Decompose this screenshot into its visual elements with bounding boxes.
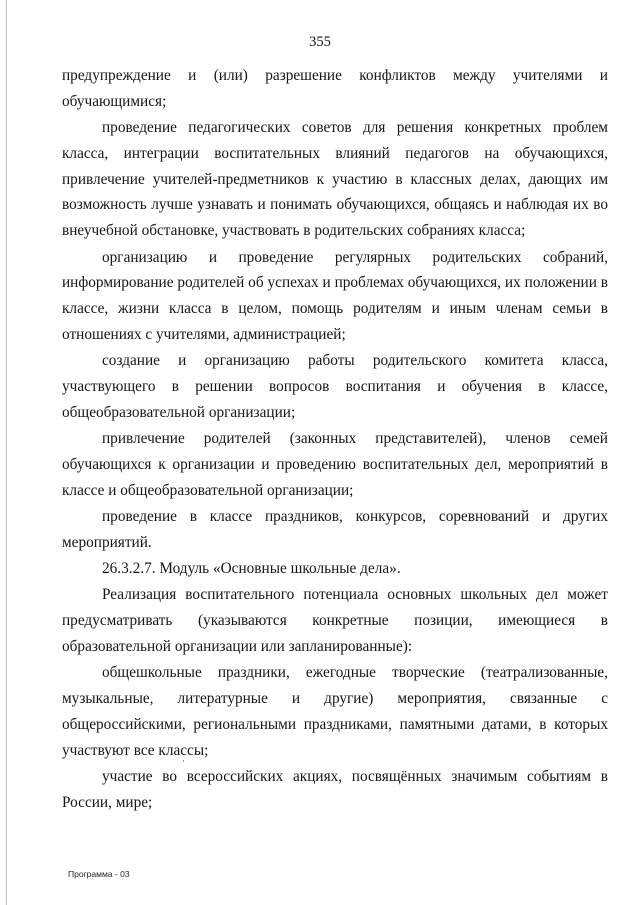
paragraph-2: проведение педагогических советов для решения конкретных проблем класса, интеграции воспитательных влияний педагогов на обучающихся, привлечение учителей-предметников к участию в классных делах, дающих им возможность лучше узнавать и понимать обучающихся, общаясь и наблюдая их во внеучебной обстановке, участвовать в родительских собраниях класса; <box>62 119 608 240</box>
scan-speck <box>183 760 184 762</box>
paragraph-5: привлечение родителей (законных представителей), членов семей обучающихся к организации и проведению воспитательных дел, мероприятий в классе и общеобразовательной организации; <box>62 430 608 499</box>
paragraph-1: предупреждение и (или) разрешение конфликтов между учителями и обучающимися; <box>62 67 608 110</box>
document-body <box>62 63 608 816</box>
footer-program-label: Программа - 03 <box>68 869 130 879</box>
scan-page-edge <box>6 0 7 905</box>
paragraph-6: проведение в классе праздников, конкурсов, соревнований и других мероприятий. <box>62 508 608 551</box>
page-number: 355 <box>309 34 331 50</box>
paragraph-4: создание и организацию работы родительского комитета класса, участвующего в решении вопросов воспитания и обучения в классе, общеобразовательной организации; <box>62 352 608 421</box>
paragraph-3: организацию и проведение регулярных родительских собраний, информирование родителей об успехах и проблемах обучающихся, их положении в классе, жизни класса в целом, помощь родителям и иным членам семьи в отношениях с учителями, администрацией; <box>62 248 608 343</box>
paragraph-10: участие во всероссийских акциях, посвящённых значимым событиям в России, мире; <box>62 768 608 811</box>
paragraph-8: Реализация воспитательного потенциала основных школьных дел может предусматривать (указываются конкретные позиции, имеющиеся в образовательной организации или запланированные): <box>62 586 608 656</box>
section-heading: 26.3.2.7. Модуль «Основные школьные дела». <box>102 560 401 578</box>
paragraph-9: общешкольные праздники, ежегодные творческие (театрализованные, музыкальные, литературные и другие) мероприятия, связанные с общероссийскими, региональными праздниками, памятными датами, в которых участвуют все классы; <box>62 664 608 759</box>
